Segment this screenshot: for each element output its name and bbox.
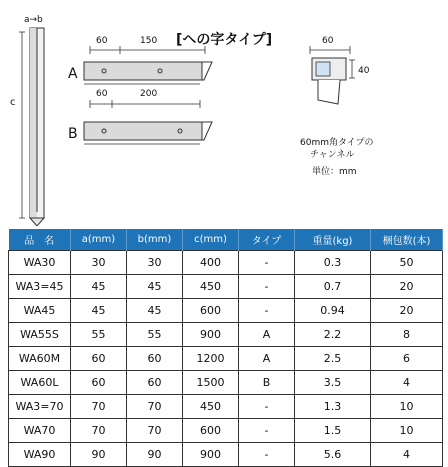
- cell-b: 60: [127, 347, 183, 371]
- cell-pack-count: 10: [371, 419, 443, 443]
- profile-b-label: B: [68, 126, 78, 142]
- cell-b: 70: [127, 419, 183, 443]
- header-c: c(mm): [183, 229, 239, 251]
- table-row: [9, 347, 443, 371]
- header-name: 品 名: [9, 229, 71, 251]
- cell-pack-count: 8: [371, 323, 443, 347]
- cell-a: 55: [71, 323, 127, 347]
- right-dim-top: 60: [322, 36, 334, 46]
- table-header-row: [9, 229, 443, 251]
- cell-name: WA30: [9, 251, 71, 275]
- table-row: [9, 371, 443, 395]
- product-diagram: [0, 0, 448, 226]
- cell-type: -: [239, 395, 295, 419]
- cell-pack-count: 20: [371, 275, 443, 299]
- cell-type: B: [239, 371, 295, 395]
- cell-a: 45: [71, 299, 127, 323]
- cell-type: A: [239, 323, 295, 347]
- table-row: [9, 323, 443, 347]
- cell-b: 70: [127, 395, 183, 419]
- profile-a-bar: [84, 62, 212, 84]
- spec-table: [8, 229, 443, 467]
- cell-name: WA45: [9, 299, 71, 323]
- angle-bar-drawing: [19, 28, 44, 226]
- cell-b: 90: [127, 443, 183, 467]
- bracket-drawing: [310, 46, 355, 104]
- cell-type: -: [239, 275, 295, 299]
- cell-name: WA3=70: [9, 395, 71, 419]
- table-row: [9, 251, 443, 275]
- cell-c: 450: [183, 395, 239, 419]
- cell-name: WA3=45: [9, 275, 71, 299]
- cell-weight: 0.7: [295, 275, 371, 299]
- dim-height-label: 40: [358, 66, 370, 76]
- table-row: [9, 443, 443, 467]
- cell-weight: 5.6: [295, 443, 371, 467]
- cell-weight: 1.3: [295, 395, 371, 419]
- cell-weight: 1.5: [295, 419, 371, 443]
- cell-c: 1200: [183, 347, 239, 371]
- cell-name: WA60L: [9, 371, 71, 395]
- side-c-label: c: [10, 97, 16, 108]
- cell-c: 450: [183, 275, 239, 299]
- cell-type: -: [239, 251, 295, 275]
- cell-a: 70: [71, 395, 127, 419]
- cell-weight: 0.3: [295, 251, 371, 275]
- cell-b: 30: [127, 251, 183, 275]
- cell-pack-count: 20: [371, 299, 443, 323]
- cell-weight: 3.5: [295, 371, 371, 395]
- header-weight: 重量(kg): [295, 229, 371, 251]
- top-title: [ヘの字タイプ]: [176, 32, 273, 48]
- cell-name: WA90: [9, 443, 71, 467]
- cell-type: -: [239, 419, 295, 443]
- header-b: b(mm): [127, 229, 183, 251]
- cell-a: 60: [71, 371, 127, 395]
- table-row: [9, 419, 443, 443]
- cell-weight: 2.5: [295, 347, 371, 371]
- corner-label: a→b: [24, 15, 43, 25]
- cell-type: A: [239, 347, 295, 371]
- cell-pack-count: 6: [371, 347, 443, 371]
- cell-c: 900: [183, 443, 239, 467]
- cell-a: 60: [71, 347, 127, 371]
- cell-pack-count: 10: [371, 395, 443, 419]
- cell-b: 60: [127, 371, 183, 395]
- note-line1: 60mm角タイプの: [300, 138, 374, 148]
- header-a: a(mm): [71, 229, 127, 251]
- cell-c: 400: [183, 251, 239, 275]
- profile-b-dimensions: [90, 100, 200, 108]
- profile-a-dim1: 60: [96, 36, 108, 46]
- cell-b: 45: [127, 275, 183, 299]
- cell-c: 1500: [183, 371, 239, 395]
- cell-name: WA60M: [9, 347, 71, 371]
- cell-c: 600: [183, 419, 239, 443]
- note-line2: チャンネル: [310, 150, 355, 160]
- cell-weight: 0.94: [295, 299, 371, 323]
- cell-type: -: [239, 443, 295, 467]
- header-type: タイプ: [239, 229, 295, 251]
- cell-b: 45: [127, 299, 183, 323]
- profile-b-dim2: 200: [140, 89, 158, 99]
- profile-a-label: A: [68, 66, 78, 82]
- table-row: [9, 275, 443, 299]
- profile-b-bar: [84, 122, 212, 144]
- cell-a: 45: [71, 275, 127, 299]
- cell-c: 900: [183, 323, 239, 347]
- cell-b: 55: [127, 323, 183, 347]
- cell-a: 30: [71, 251, 127, 275]
- cell-c: 600: [183, 299, 239, 323]
- cell-a: 70: [71, 419, 127, 443]
- cell-name: WA70: [9, 419, 71, 443]
- cell-pack-count: 4: [371, 443, 443, 467]
- cell-weight: 2.2: [295, 323, 371, 347]
- cell-name: WA55S: [9, 323, 71, 347]
- cell-type: -: [239, 299, 295, 323]
- cell-pack-count: 4: [371, 371, 443, 395]
- profile-a-dim2: 150: [140, 36, 158, 46]
- unit-note: 単位：mm: [312, 167, 357, 177]
- table-row: [9, 395, 443, 419]
- header-pack-count: 梱包数(本): [371, 229, 443, 251]
- cell-a: 90: [71, 443, 127, 467]
- cell-pack-count: 50: [371, 251, 443, 275]
- table-row: [9, 299, 443, 323]
- profile-b-dim1: 60: [96, 89, 108, 99]
